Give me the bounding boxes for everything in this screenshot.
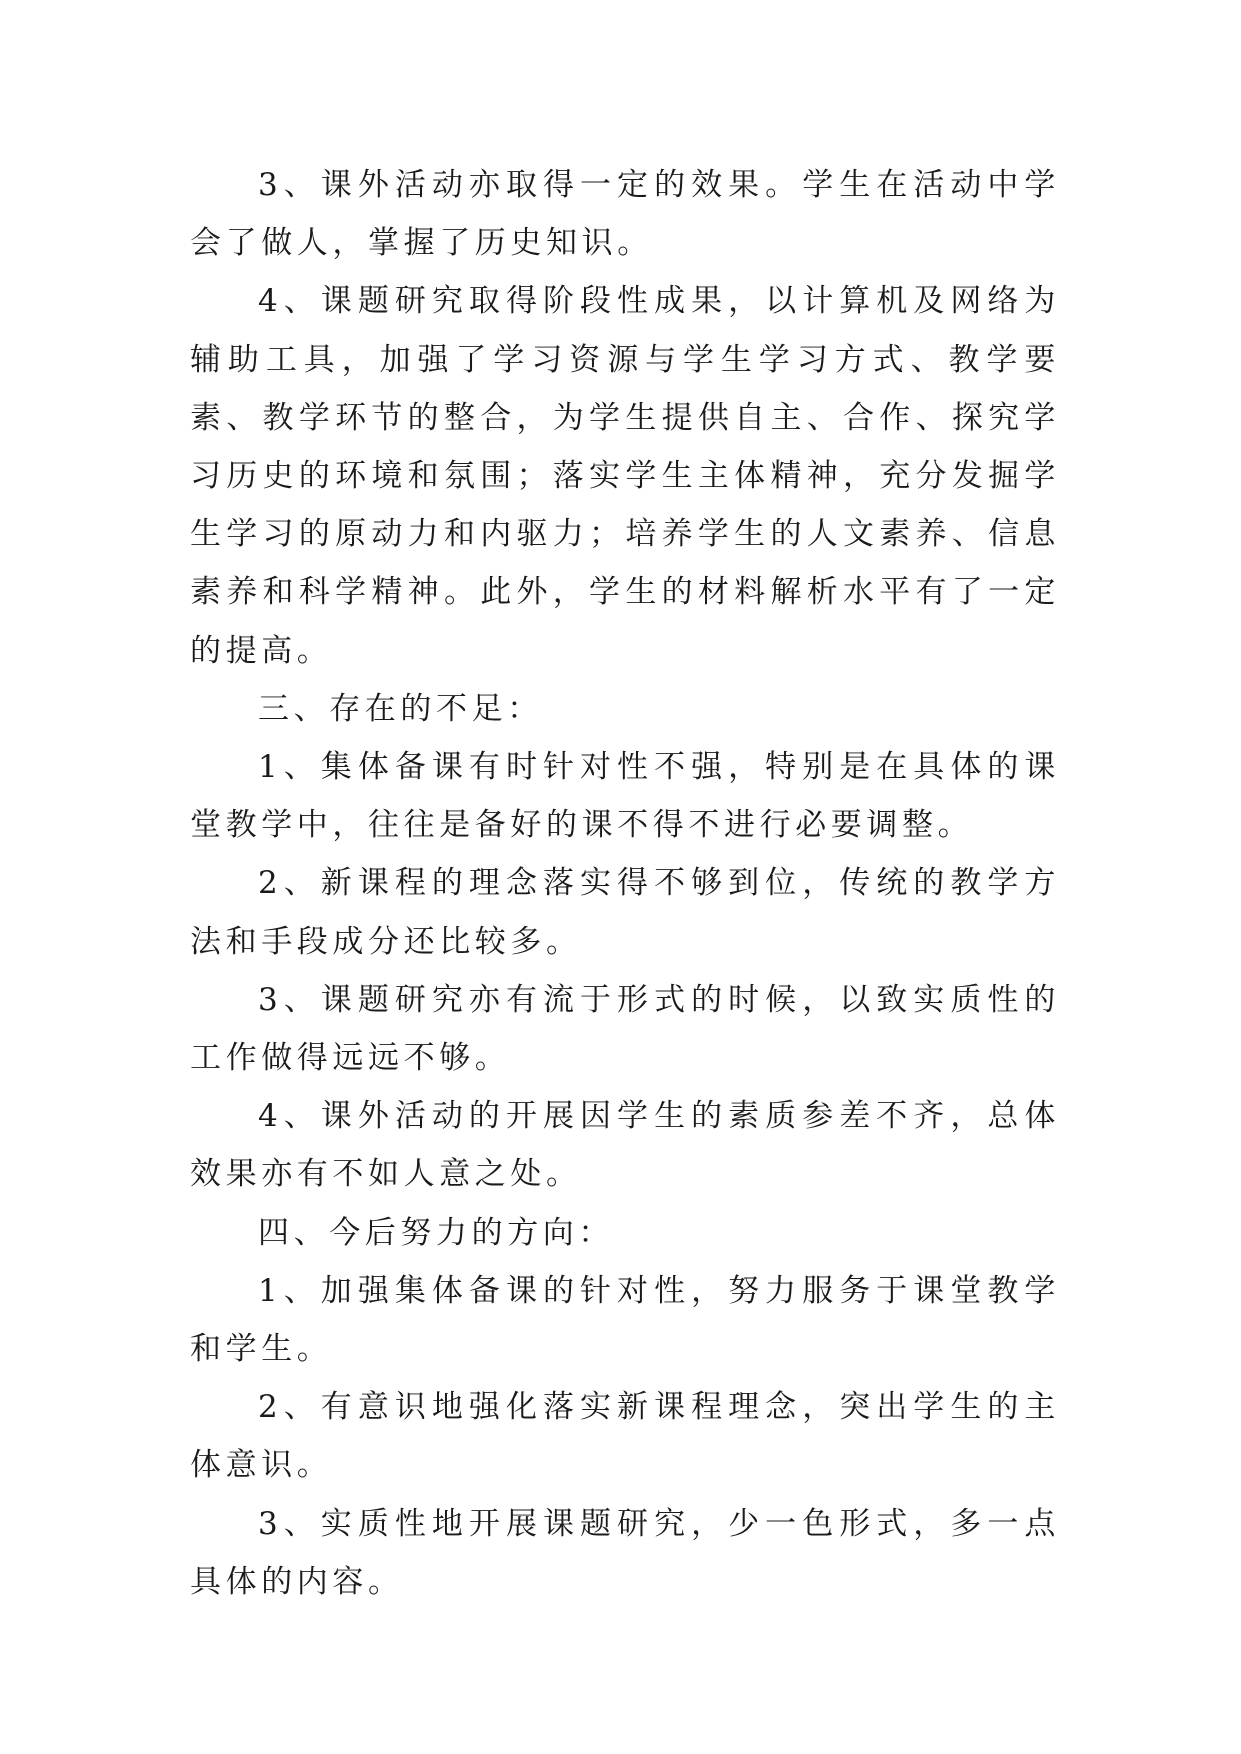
paragraph: 1、集体备课有时针对性不强，特别是在具体的课堂教学中，往往是备好的课不得不进行必要调整。 bbox=[190, 749, 1060, 844]
paragraph: 2、有意识地强化落实新课程理念，突出学生的主体意识。 bbox=[190, 1389, 1060, 1484]
paragraph: 3、课外活动亦取得一定的效果。学生在活动中学会了做人，掌握了历史知识。 bbox=[190, 167, 1060, 262]
paragraph: 2、新课程的理念落实得不够到位，传统的教学方法和手段成分还比较多。 bbox=[190, 865, 1060, 960]
paragraph: 4、课题研究取得阶段性成果，以计算机及网络为辅助工具，加强了学习资源与学生学习方式、教学要素、教学环节的整合，为学生提供自主、合作、探究学习历史的环境和氛围；落实学生主体精神，充分发掘学生学习的原动力和内驱力；培养学生的人文素养、信息素养和科学精神。此外，学生的材料解析水平有了一定的提高。 bbox=[190, 283, 1060, 669]
paragraph: 4、课外活动的开展因学生的素质参差不齐，总体效果亦有不如人意之处。 bbox=[190, 1098, 1060, 1193]
section-heading: 三、存在的不足： bbox=[258, 690, 543, 727]
document-body bbox=[190, 156, 1060, 1611]
paragraph: 3、课题研究亦有流于形式的时候，以致实质性的工作做得远远不够。 bbox=[190, 981, 1060, 1077]
paragraph: 3、实质性地开展课题研究，少一色形式，多一点具体的内容。 bbox=[190, 1505, 1060, 1600]
section-heading: 四、今后努力的方向： bbox=[258, 1214, 614, 1251]
paragraph: 1、加强集体备课的针对性，努力服务于课堂教学和学生。 bbox=[190, 1272, 1060, 1368]
